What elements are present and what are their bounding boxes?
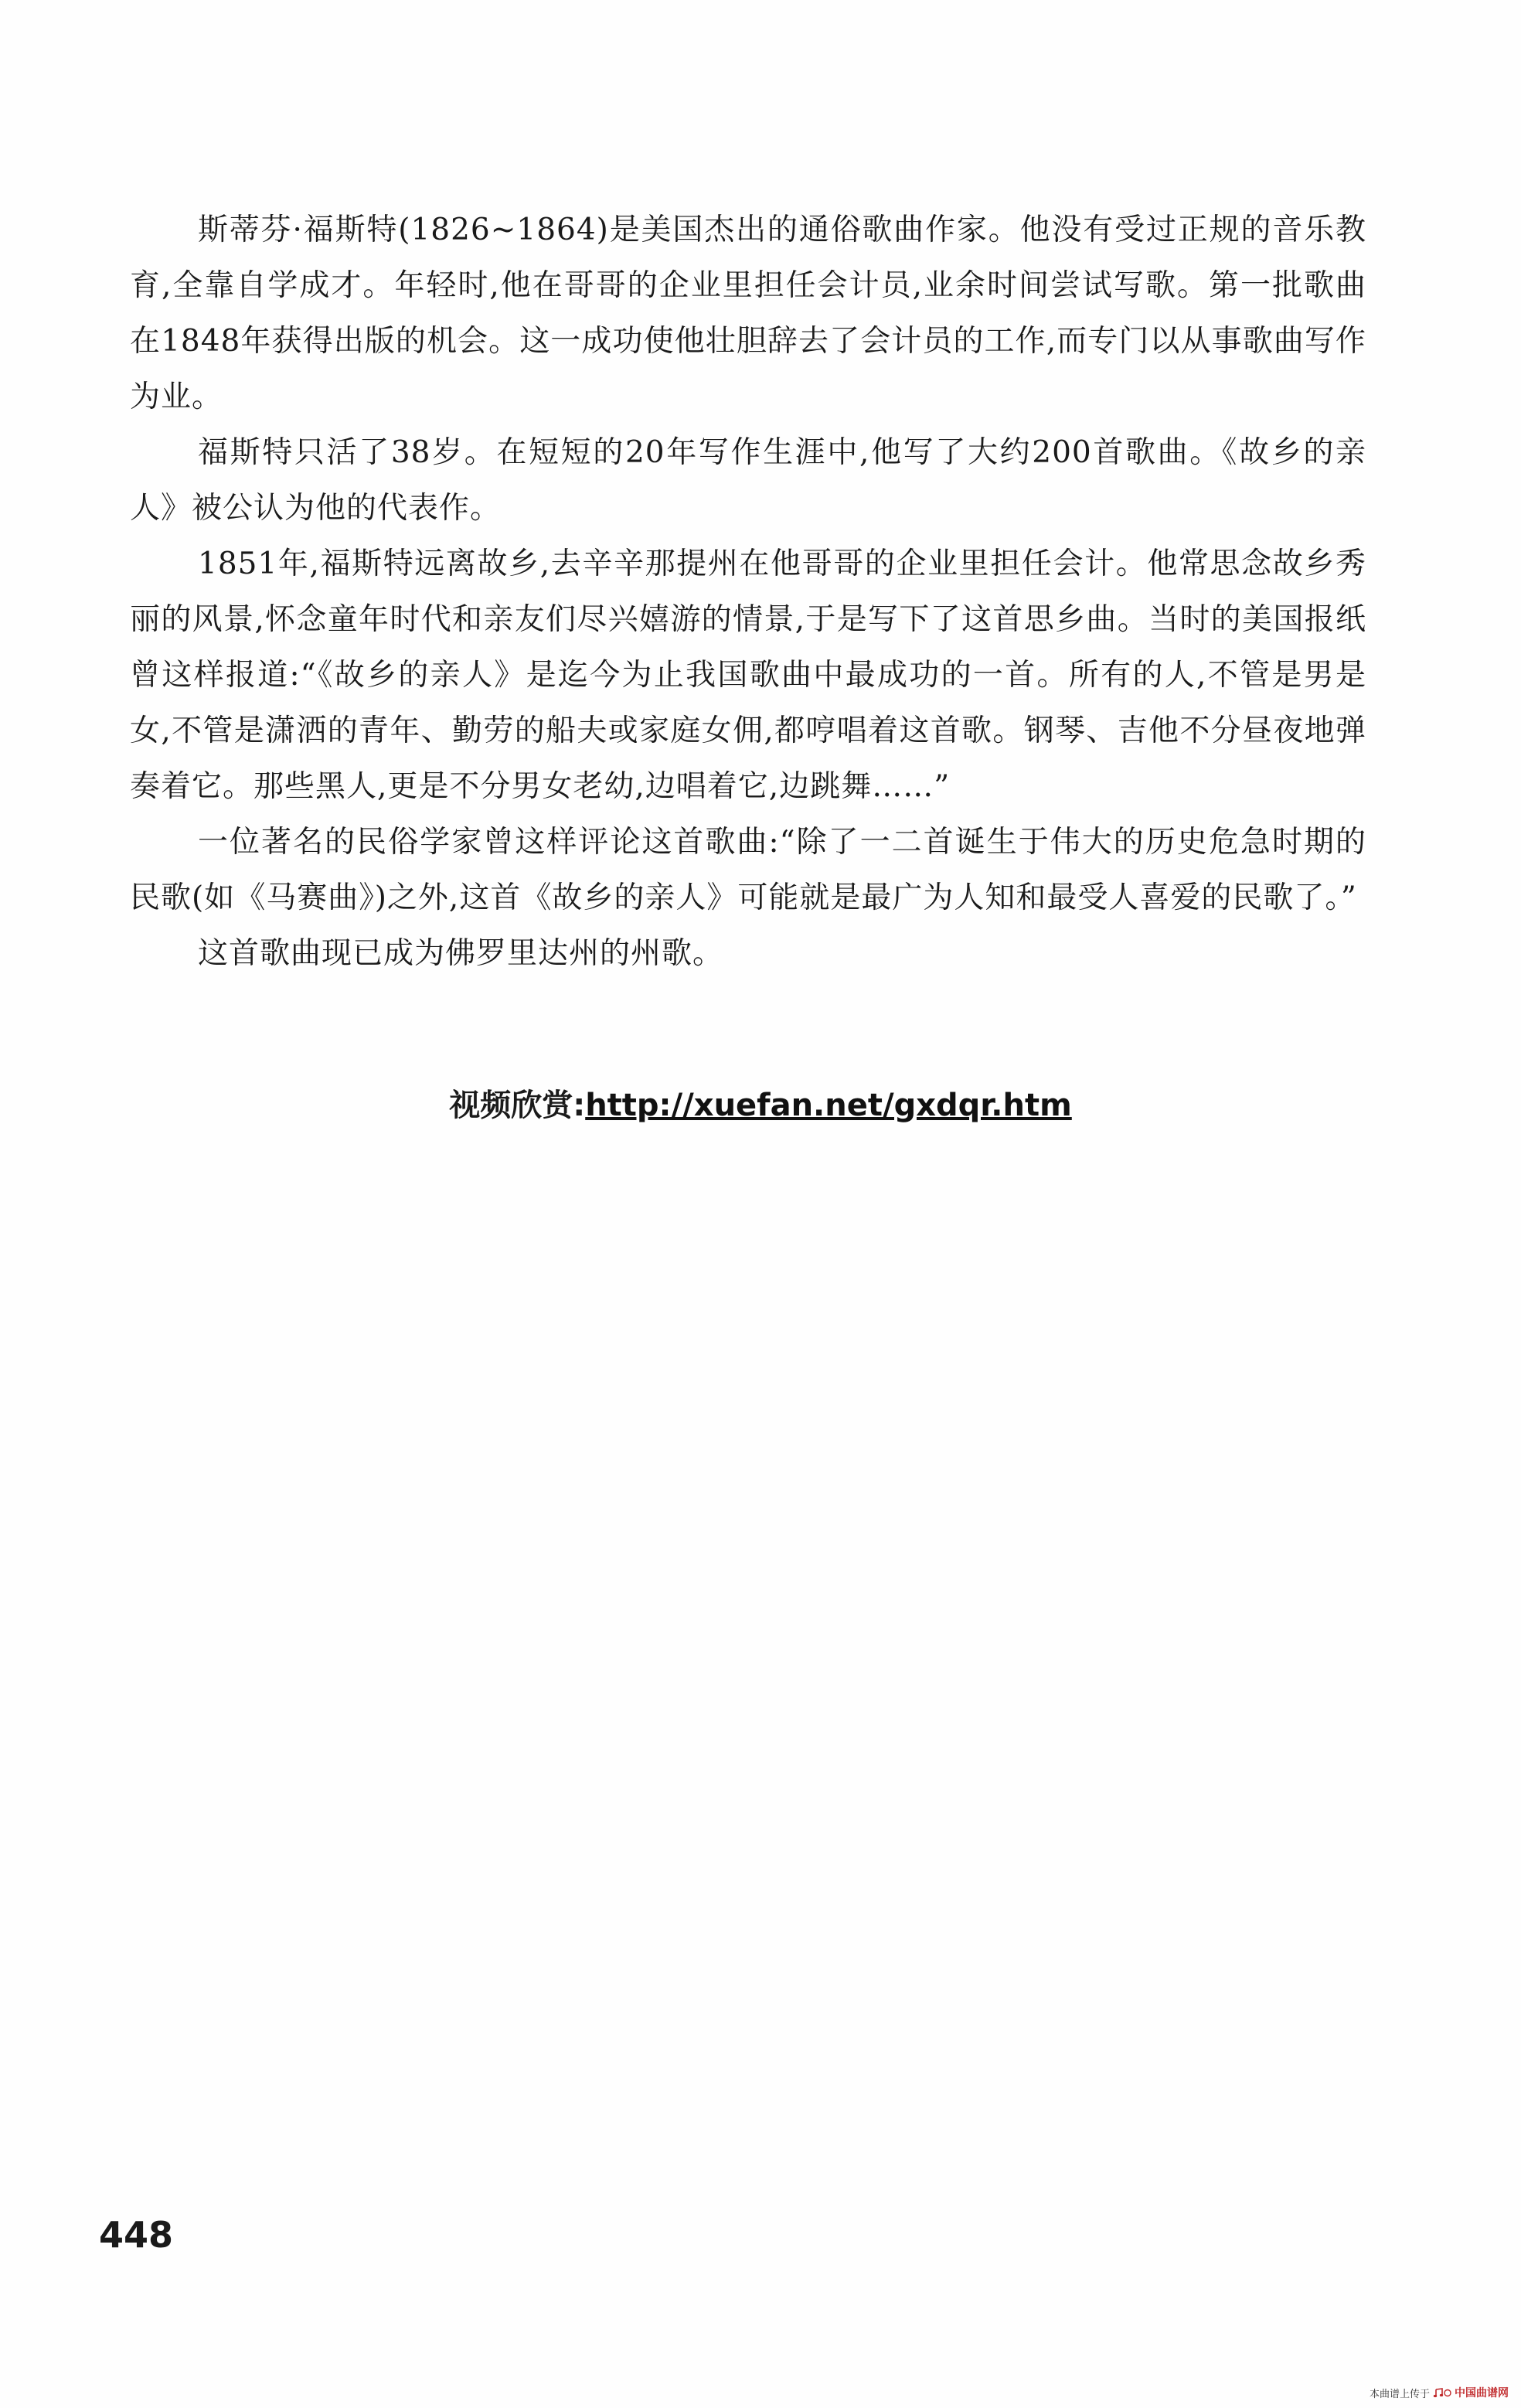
paragraph-history: 1851年,福斯特远离故乡,去辛辛那提州在他哥哥的企业里担任会计。他常思念故乡秀丽的风景,怀念童年时代和亲友们尽兴嬉游的情景,于是写下了这首思乡曲。当时的美国报纸曾这样报道:“《故乡的亲人》是迄今为止我国歌曲中最成功的一首。所有的人,不管是男是女,不管是潇洒的青年、勤劳的船夫或家庭女佣,都哼唱着这首歌。钢琴、吉他不分昼夜地弹奏着它。那些黑人,更是不分男女老幼,边唱着它,边跳舞……” [130,547,1367,804]
watermark-brand: 中国曲谱网 [1455,2387,1509,2399]
video-url-link[interactable]: http://xuefan.net/gxdqr.htm [585,1088,1072,1123]
paragraph-lifespan: 福斯特只活了38岁。在短短的20年写作生涯中,他写了大约200首歌曲。《故乡的亲人》被公认为他的代表作。 [130,435,1366,526]
video-label: 视频欣赏: [449,1088,586,1123]
watermark-prefix: 本曲谱上传于 [1369,2388,1430,2400]
paragraph-state-song: 这首歌曲现已成为佛罗里达州的州歌。 [198,936,724,971]
site-watermark [1370,2385,1509,2400]
paragraph-folklorist-quote: 一位著名的民俗学家曾这样评论这首歌曲:“除了一二首诞生于伟大的历史危急时期的民歌(如《马赛曲》)之外,这首《故乡的亲人》可能就是最广为人知和最受人喜爱的民歌了。” [130,825,1366,915]
music-note-logo-icon [1433,2388,1451,2398]
article-body [130,203,1366,982]
video-link-line [0,1081,1521,1125]
paragraph-intro: 斯蒂芬·福斯特(1826~1864)是美国杰出的通俗歌曲作家。他没有受过正规的音乐教育,全靠自学成才。年轻时,他在哥哥的企业里担任会计员,业余时间尝试写歌。第一批歌曲在1848年获得出版的机会。这一成功使他壮胆辞去了会计员的工作,而专门以从事歌曲写作为业。 [130,213,1366,414]
page-number: 448 [99,2214,174,2256]
